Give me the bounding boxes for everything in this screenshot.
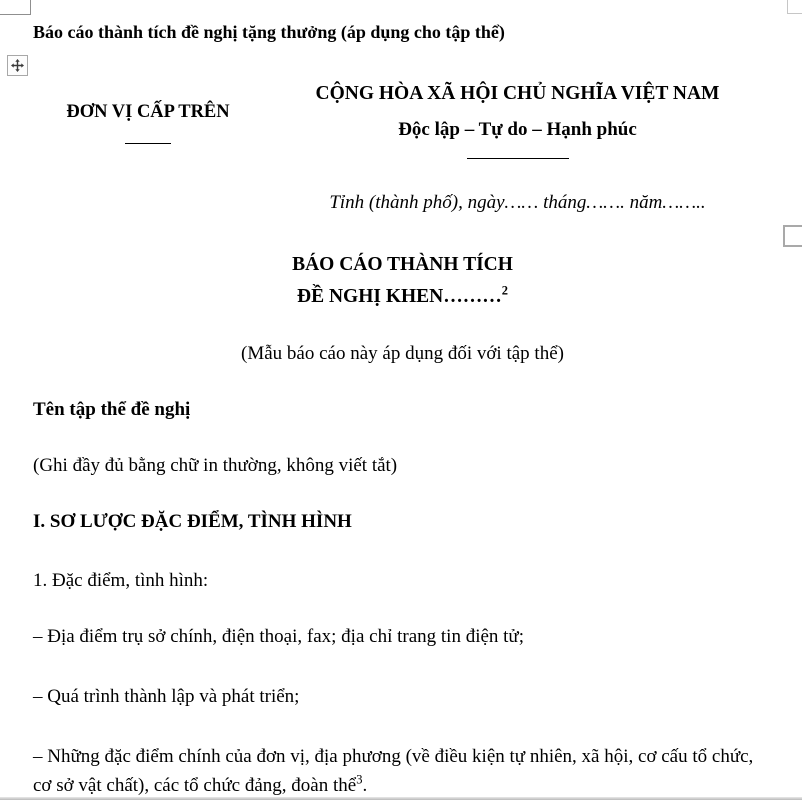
- superior-unit-divider: [125, 143, 171, 144]
- document-content: [0, 19, 802, 800]
- document-heading: Báo cáo thành tích đề nghị tặng thưởng (áp dụng cho tập thể): [33, 22, 505, 42]
- date-place-line: Tỉnh (thành phố), ngày…… tháng……. năm……..: [329, 192, 706, 213]
- text-boundary-mark-top-left: [30, 0, 31, 14]
- collective-name-label: Tên tập thể đề nghị: [33, 399, 191, 420]
- bullet-unit-characteristics-text: – Những đặc điểm chính của đơn vị, địa phương (về điều kiện tự nhiên, xã hội, cơ cấu tổ chức, cơ sở vật chất), các tổ chức đảng, đoàn thể: [33, 746, 754, 796]
- report-subtitle: (Mẫu báo cáo này áp dụng đối với tập thể): [241, 343, 564, 364]
- motto-divider: [467, 158, 569, 159]
- report-title-line1: BÁO CÁO THÀNH TÍCH: [292, 254, 513, 275]
- report-title-line2-text: ĐỀ NGHỊ KHEN………: [296, 286, 502, 307]
- national-motto: Độc lập – Tự do – Hạnh phúc: [398, 119, 637, 140]
- letterhead-right-column: [263, 79, 772, 217]
- letterhead: [33, 79, 772, 217]
- name-instruction-note: (Ghi đầy đủ bằng chữ in thường, không viết tắt): [33, 455, 398, 476]
- national-title: CỘNG HÒA XÃ HỘI CHỦ NGHĨA VIỆT NAM: [315, 83, 720, 104]
- bullet-unit-characteristics-period: .: [362, 775, 368, 796]
- letterhead-left-column: [33, 79, 263, 217]
- text-boundary-mark-top-right: [787, 13, 802, 14]
- footnote-ref-2: 2: [501, 283, 509, 298]
- text-boundary-mark-top-left: [0, 14, 31, 15]
- bullet-founding-history: – Quá trình thành lập và phát triển;: [33, 686, 300, 707]
- report-title-line2: [33, 282, 772, 311]
- text-boundary-mark-top-right: [787, 0, 788, 13]
- section-1-heading: I. SƠ LƯỢC ĐẶC ĐIỂM, TÌNH HÌNH: [33, 511, 352, 532]
- item-1-label: 1. Đặc điểm, tình hình:: [33, 570, 209, 591]
- superior-unit-label: ĐƠN VỊ CẤP TRÊN: [66, 102, 230, 122]
- bullet-unit-characteristics: [33, 742, 772, 800]
- bullet-location-contact: – Địa điểm trụ sở chính, điện thoại, fax; địa chỉ trang tin điện tử;: [33, 626, 525, 647]
- footnote-ref-3: 3: [356, 772, 363, 787]
